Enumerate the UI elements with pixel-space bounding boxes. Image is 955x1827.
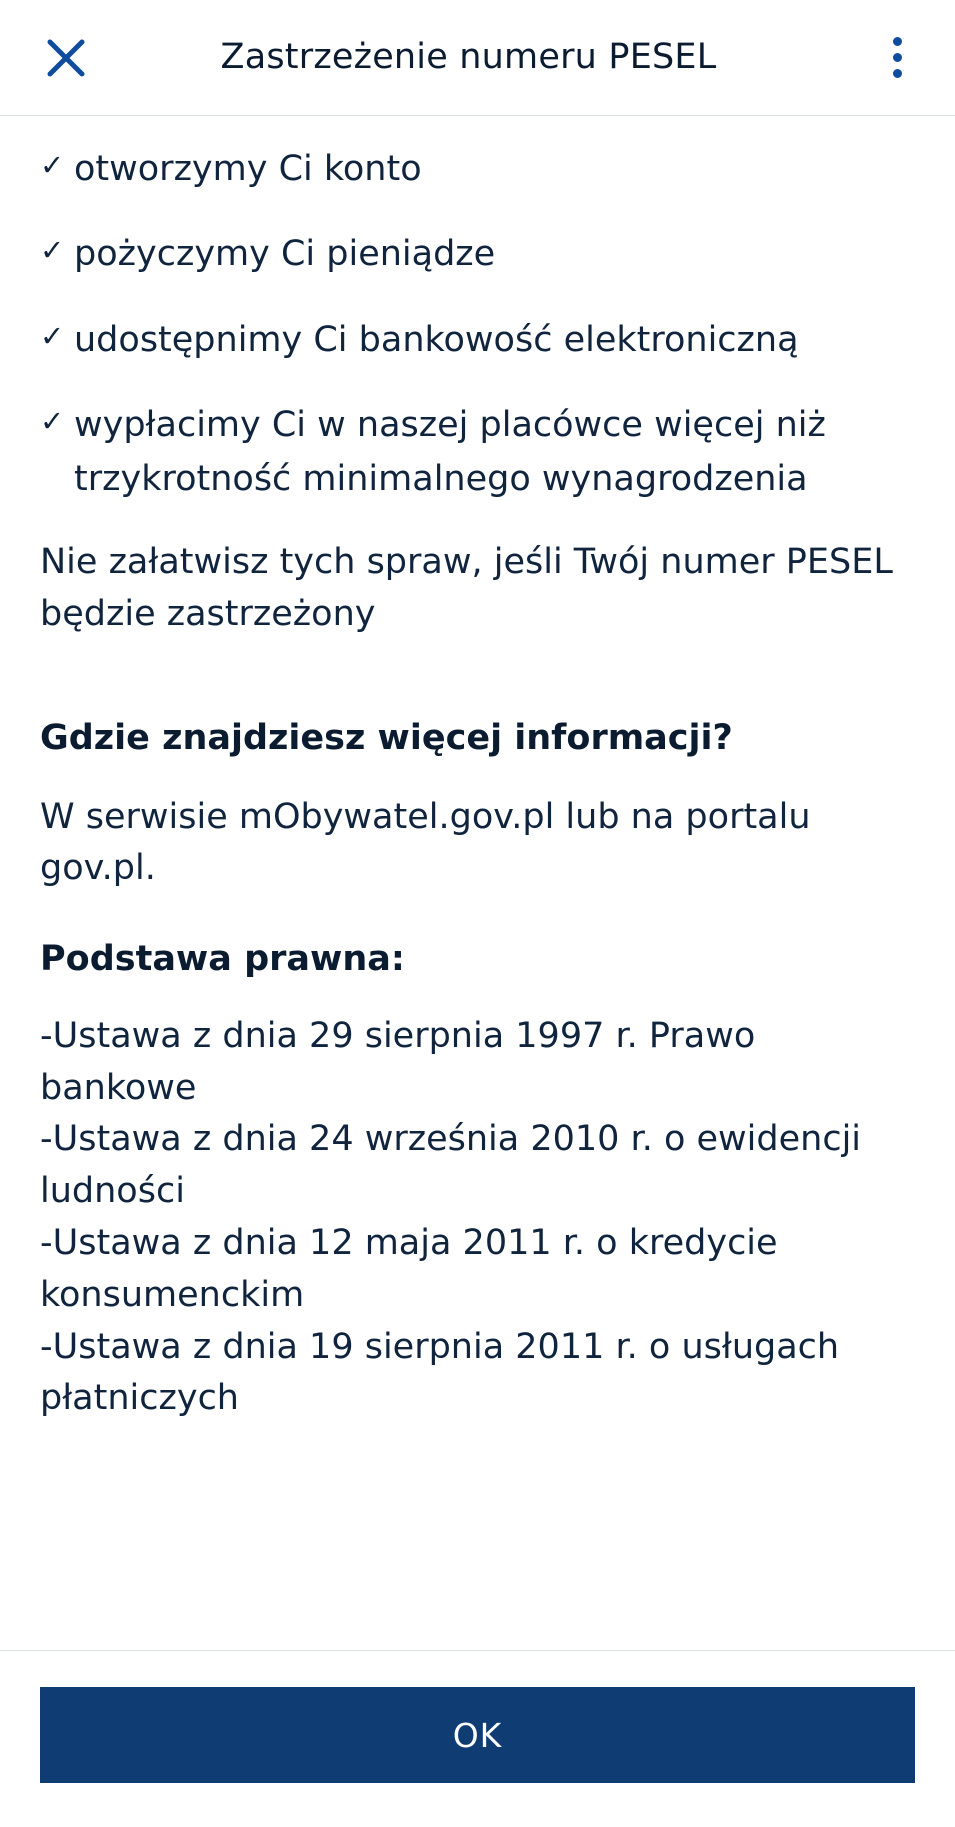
list-item xyxy=(40,142,921,196)
check-icon: ✓ xyxy=(40,233,65,268)
legal-item: -Ustawa z dnia 19 sierpnia 2011 r. o usługach płatniczych xyxy=(40,1326,840,1419)
list-item xyxy=(40,227,921,281)
info-text: W serwisie mObywatel.gov.pl lub na portalu gov.pl. xyxy=(40,796,811,889)
more-vertical-icon[interactable] xyxy=(869,26,925,90)
ok-button[interactable]: OK xyxy=(40,1687,915,1783)
menu-dot xyxy=(893,53,902,62)
legal-item: -Ustawa z dnia 29 sierpnia 1997 r. Prawo bankowe xyxy=(40,1015,756,1108)
check-icon: ✓ xyxy=(40,148,65,182)
section-spacer xyxy=(40,654,921,716)
dialog-footer xyxy=(0,1650,955,1827)
list-item-label: wypłacimy Ci w naszej placówce więcej niż trzykrotność minimalnego wynagrodzenia xyxy=(74,404,826,499)
legal-item: -Ustawa z dnia 24 września 2010 r. o ewidencji ludności xyxy=(40,1119,862,1212)
list-item-label: otworzymy Ci konto xyxy=(74,149,422,189)
list-item-label: udostępnimy Ci bankowość elektroniczną xyxy=(74,319,799,360)
menu-dot xyxy=(893,69,902,78)
legal-item: -Ustawa z dnia 12 maja 2011 r. o kredycie konsumenckim xyxy=(40,1222,778,1315)
legal-basis-list xyxy=(40,1011,921,1425)
dialog-content xyxy=(0,116,955,1650)
page-title: Zastrzeżenie numeru PESEL xyxy=(220,37,717,78)
list-item-label: pożyczymy Ci pieniądze xyxy=(74,234,496,275)
legal-heading: Podstawa prawna: xyxy=(40,939,405,980)
check-icon: ✓ xyxy=(40,403,65,438)
list-item xyxy=(40,313,921,367)
list-item xyxy=(40,398,921,507)
consequences-list xyxy=(40,142,921,506)
info-heading: Gdzie znajdziesz więcej informacji? xyxy=(40,718,733,759)
check-icon: ✓ xyxy=(40,318,65,353)
dialog-header xyxy=(0,0,955,116)
note-text: Nie załatwisz tych spraw, jeśli Twój numer PESEL będzie zastrzeżony xyxy=(40,542,893,634)
menu-dot xyxy=(893,37,902,46)
